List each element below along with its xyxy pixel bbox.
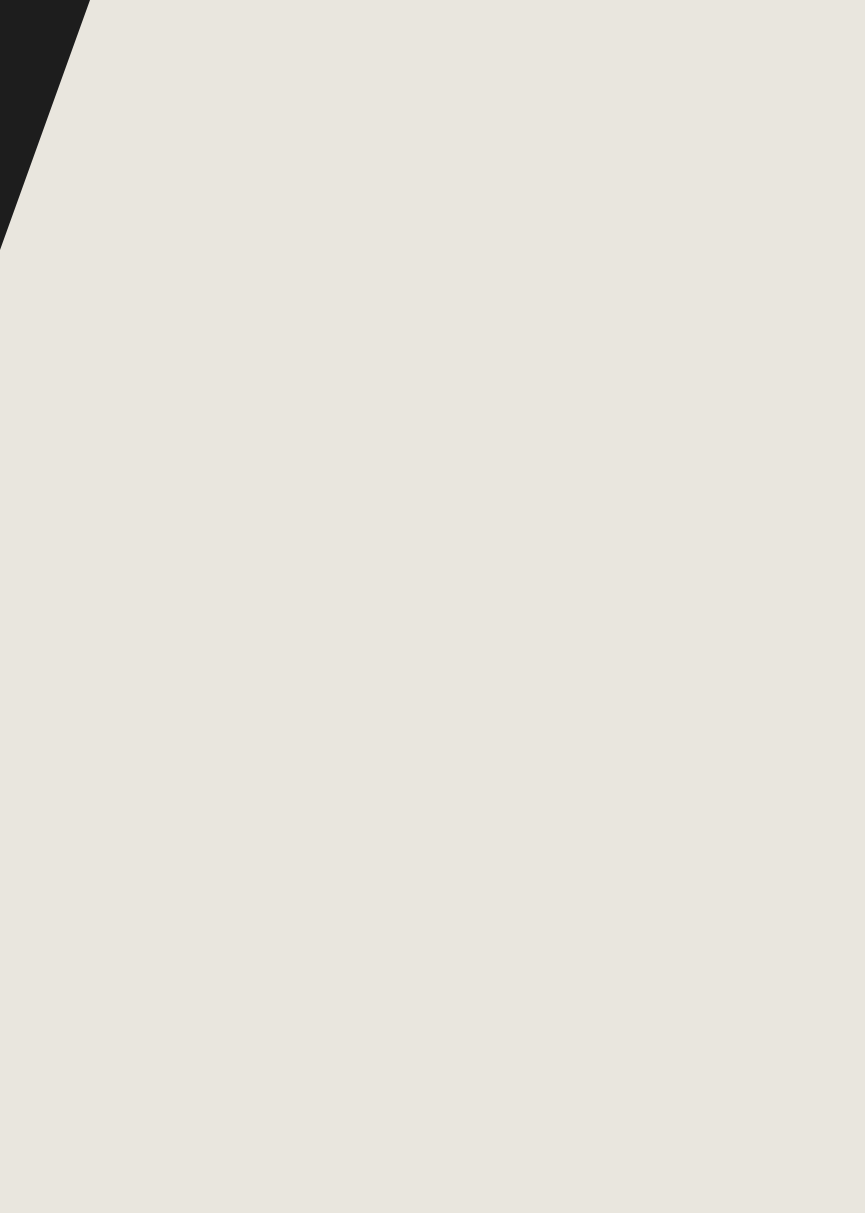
top-questions-block bbox=[40, 0, 865, 509]
